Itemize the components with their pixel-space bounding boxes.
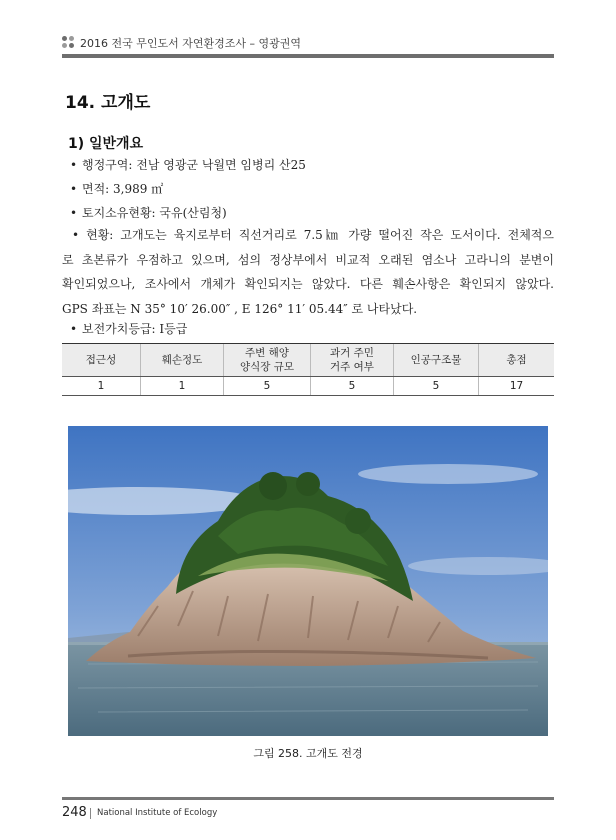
table-cell: 5 — [224, 377, 311, 396]
table-header-cell: 인공구조물 — [394, 344, 479, 377]
table-header-row — [62, 344, 554, 377]
table-cell: 5 — [394, 377, 479, 396]
table-header-cell: 과거 주민 거주 여부 — [311, 344, 394, 377]
footer-separator — [90, 808, 91, 819]
running-header — [62, 32, 554, 54]
bullet-ownership: • 토지소유현황: 국유(산림청) — [70, 206, 227, 220]
table-cell: 1 — [62, 377, 141, 396]
figure-caption: 그림 258. 고개도 전경 — [253, 747, 363, 760]
page-number: 248 — [62, 805, 87, 820]
table-cell: 17 — [479, 377, 555, 396]
table-cell: 1 — [141, 377, 224, 396]
table-cell: 5 — [311, 377, 394, 396]
status-line: 확인되었으나, 조사에서 개체가 확인되지는 않았다. 다른 훼손사항은 확인되지 않았다. — [62, 277, 554, 291]
table-header-cell: 총점 — [479, 344, 555, 377]
status-paragraph — [62, 223, 554, 321]
table-header-cell: 훼손정도 — [141, 344, 224, 377]
status-line: GPS 좌표는 N 35° 10′ 26.00″ , E 126° 11′ 05.44″ 로 나타났다. — [62, 301, 418, 316]
status-line: 로 초본류가 우점하고 있으며, 섬의 정상부에서 비교적 오래된 염소나 고라니의 분변이 — [62, 252, 554, 267]
footer-org: National Institute of Ecology — [97, 808, 218, 818]
status-line: • 현황: 고개도는 육지로부터 직선거리로 7.5㎞ 가량 떨어진 작은 도서이다. 전체적으 — [72, 228, 554, 242]
header-rule — [62, 54, 554, 58]
footer-rule — [62, 797, 554, 800]
table-row — [62, 377, 554, 396]
bullet-grade: • 보전가치등급: Ⅰ등급 — [70, 322, 188, 336]
running-header-title: 2016 전국 무인도서 자연환경조사 – 영광권역 — [80, 37, 301, 50]
table-header-cell: 주변 해양 양식장 규모 — [224, 344, 311, 377]
grade-table — [62, 343, 554, 396]
bullet-area: • 면적: 3,989 ㎡ — [70, 182, 164, 196]
bullet-admin: • 행정구역: 전남 영광군 낙월면 임병리 산25 — [70, 158, 306, 172]
header-dots-icon — [62, 36, 76, 50]
island-photo — [68, 426, 548, 736]
section-title: 14. 고개도 — [65, 93, 151, 113]
subsection-title: 1) 일반개요 — [68, 136, 144, 152]
table-header-cell: 접근성 — [62, 344, 141, 377]
